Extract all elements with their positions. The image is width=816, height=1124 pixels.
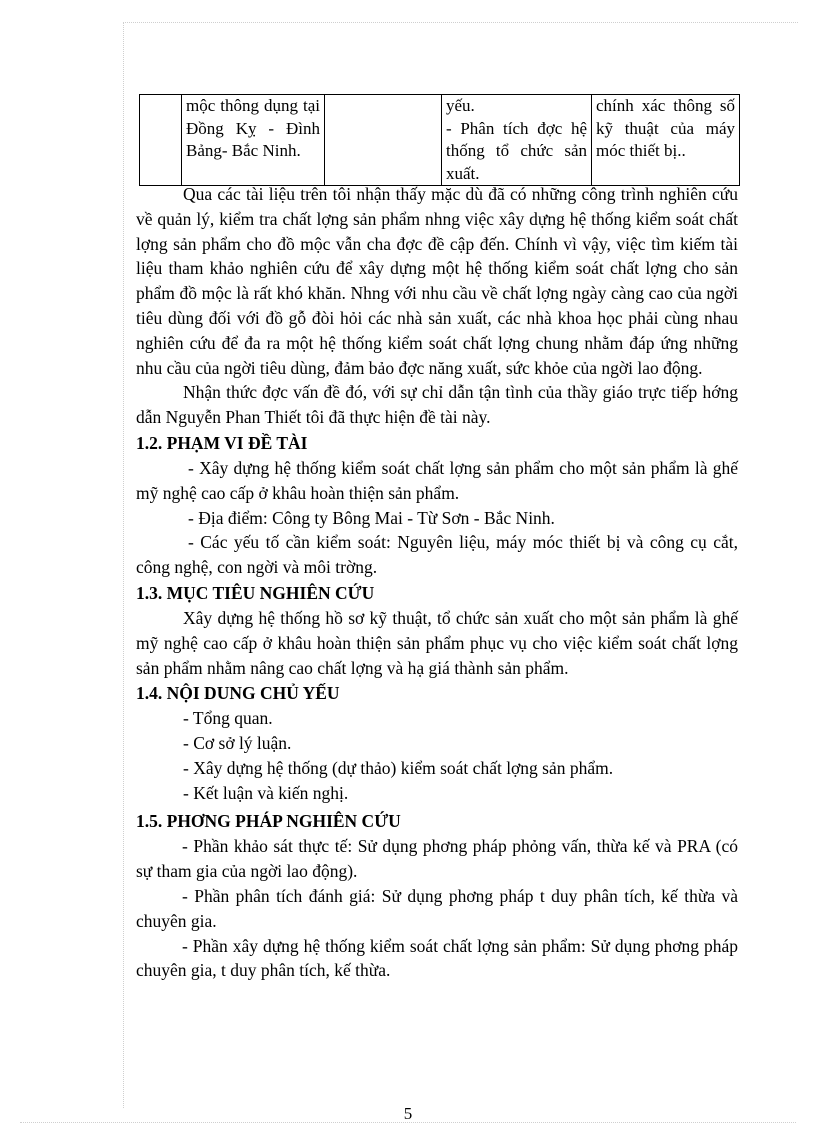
table-cell-limitation: chính xác thông số kỹ thuật của máy móc thiết bị.. <box>592 95 740 186</box>
section-heading-1-5: 1.5. PHƠNG PHÁP NGHIÊN CỨU <box>136 811 401 832</box>
table-cell-index <box>140 95 182 186</box>
document-body <box>136 182 738 983</box>
scope-item: - Xây dựng hệ thống kiểm soát chất lợng sản phẩm cho một sản phẩm là ghế mỹ nghệ cao cấp ở khâu hoàn thiện sản phẩm. <box>136 457 738 503</box>
section-heading-1-2: 1.2. PHẠM VI ĐỀ TÀI <box>136 432 308 453</box>
content-item: - Tổng quan. <box>183 708 273 729</box>
table-cell-result: yếu. - Phân tích đợc hệ thống tổ chức sản xuất. <box>442 95 592 186</box>
content-item: - Xây dựng hệ thống (dự thảo) kiểm soát chất lợng sản phẩm. <box>183 758 614 779</box>
method-item: - Phần khảo sát thực tế: Sử dụng phơng pháp phỏng vấn, thừa kế và PRA (có sự tham gia của ngời lao động). <box>136 836 738 882</box>
content-item: - Kết luận và kiến nghị. <box>183 783 349 804</box>
content-item: - Cơ sở lý luận. <box>183 733 292 754</box>
section-heading-1-4: 1.4. NỘI DUNG CHỦ YẾU <box>136 683 340 704</box>
table-cell-method <box>325 95 442 186</box>
table-row <box>140 95 740 186</box>
objective-paragraph: Xây dựng hệ thống hồ sơ kỹ thuật, tổ chức sản xuất cho một sản phẩm là ghế mỹ nghệ cao cấp ở khâu hoàn thiện sản phẩm phục vụ cho việc kiểm soát chất lợng sản phẩm nhằm nâng cao chất lợng và hạ giá thành sản phẩm. <box>136 607 738 678</box>
scope-item: - Các yếu tố cần kiểm soát: Nguyên liệu, máy móc thiết bị và công cụ cắt, công nghệ, con ngời và môi trờng. <box>136 532 738 578</box>
continuation-table <box>139 94 740 186</box>
table-cell-subject: mộc thông dụng tại Đồng Kỵ - Đình Bảng- Bắc Ninh. <box>182 95 325 186</box>
method-item: - Phần xây dựng hệ thống kiểm soát chất lợng sản phẩm: Sử dụng phơng pháp chuyên gia, t duy phân tích, kế thừa. <box>136 935 738 981</box>
section-heading-1-3: 1.3. MỤC TIÊU NGHIÊN CỨU <box>136 582 375 603</box>
method-item: - Phần phân tích đánh giá: Sử dụng phơng pháp t duy phân tích, kế thừa và chuyên gia. <box>136 885 738 931</box>
page-number: 5 <box>403 1104 413 1123</box>
scope-item: - Địa điểm: Công ty Bông Mai - Từ Sơn - Bắc Ninh. <box>188 507 555 528</box>
intro-paragraph-2: Nhận thức đợc vấn đề đó, với sự chỉ dẫn tận tình của thầy giáo trực tiếp hớng dẫn Nguyễn Phan Thiết tôi đã thực hiện đề tài này. <box>136 382 738 428</box>
intro-paragraph-1: Qua các tài liệu trên tôi nhận thấy mặc dù đã có những công trình nghiên cứu về quản lý, kiểm tra chất lợng sản phẩm nhng việc xây dựng hệ thống kiểm soát chất lợng sản phẩm cho đồ mộc vẫn cha đợc đề cập đến. Chính vì vậy, việc tìm kiếm tài liệu tham khảo nghiên cứu để xây dựng một hệ thống kiểm soát chất lợng cho sản phẩm đồ mộc là rất khó khăn. Nhng với nhu cầu về chất lợng ngày càng cao của ngời tiêu dùng đối với đồ gỗ đòi hỏi các nhà sản xuất, các nhà khoa học phải cùng nhau nghiên cứu để đa ra một hệ thống kiểm soát chất lợng chung nhằm đáp ứng những nhu cầu của ngời tiêu dùng, đảm bảo đợc năng xuất, sức khỏe của ngời lao động. <box>136 184 738 378</box>
